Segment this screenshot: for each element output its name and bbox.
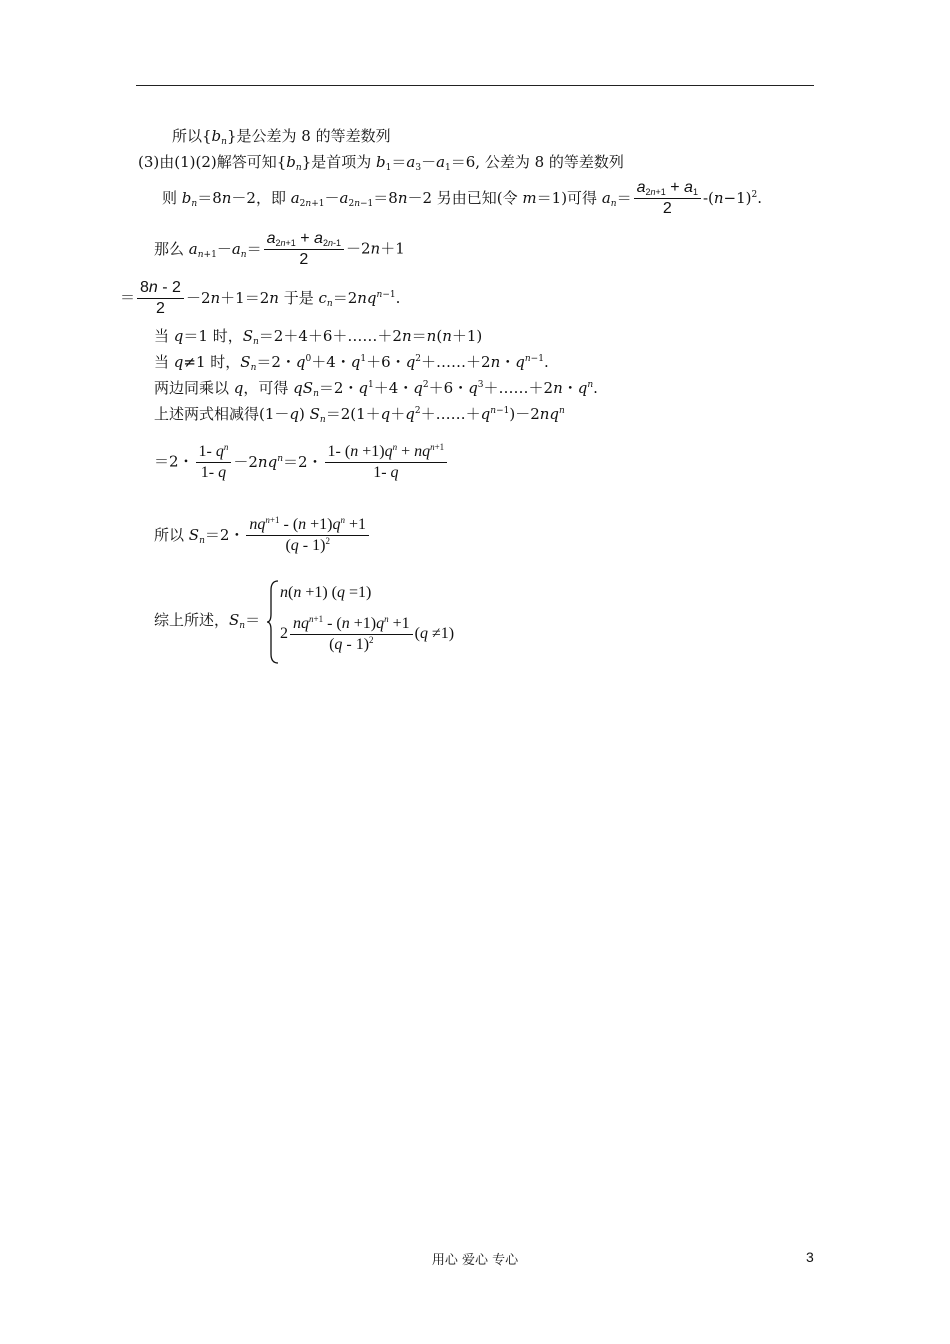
fraction-numerator: $nq^{n+1} - (n +1)q^n +1$	[246, 515, 369, 536]
text-line-6: 当 q＝1 时，$S_n=2+4+6+\dots\dots+2n=n(n+1)$	[154, 327, 483, 347]
fraction-numerator: $a_{2n+1} + a_1$	[634, 178, 701, 199]
line10-text: ＝2・	[154, 452, 194, 471]
fraction-denominator: 2	[299, 251, 309, 268]
text-line-9: 上述两式相减得(1－q) $S_n=2(1+q+q^2+\dots\dots+q^{n-1})-2nq^n$	[154, 405, 565, 425]
fraction-denominator: 1- q	[373, 464, 399, 481]
fraction-numerator: $a_{2n+1} + a_{2n-1}$	[264, 229, 344, 250]
text-line-2: (3)由(1)(2)解答可知$\{b_n\}$是首项为 $b_1=a_3-a_1=6$, 公差为 8 的等差数列	[138, 153, 624, 173]
fraction-sn	[246, 515, 369, 556]
fraction-numerator: $nq^{n+1} - (n +1)q^n +1$	[290, 614, 413, 635]
footer-motto: 用心 爱心 专心	[431, 1253, 519, 1268]
fraction-case2	[290, 614, 413, 655]
text-line-8: 两边同乘以 q，可得 $qS_n=2$・$q^1+4$・$q^2+6$・$q^3+\dots\dots+2n$・$q^n$.	[154, 379, 598, 399]
fraction-geometric	[196, 442, 232, 483]
case2-coefficient: 2	[280, 625, 288, 643]
line3-text: 则 $b_n=8n-2$，即 $a_{2n+1}-a_{2n-1}=8n-2$ 另由已知(令 m＝1)可得 $a_n=$	[162, 188, 632, 209]
fraction-combined	[325, 442, 448, 483]
text-line-3	[162, 178, 762, 219]
text-line-5	[120, 278, 400, 319]
fraction-denominator: (q - 1)$^2$	[285, 536, 330, 554]
text-line-1: 所以$\{b_n\}$是公差为 8 的等差数列	[172, 127, 391, 147]
fraction-denominator: (q - 1)$^2$	[329, 635, 374, 653]
page-number: 3	[806, 1249, 814, 1265]
header-rule	[136, 85, 814, 86]
text-line-7: 当 q≠1 时，$S_n=2$・$q^0+4$・$q^1+6$・$q^2+\dots\dots+2n$・$q^{n-1}$.	[154, 353, 549, 373]
fraction-denominator: 2	[156, 300, 165, 317]
line10-mid: $-2nq^n=2$・	[233, 452, 323, 471]
text-line-11	[154, 515, 371, 556]
fraction-numerator: 8n - 2	[137, 278, 184, 299]
case-2	[280, 614, 454, 655]
fraction-diff	[264, 229, 344, 270]
fraction-numerator: 1- $q^n$	[196, 442, 232, 463]
case-brace	[266, 580, 280, 664]
fraction-denominator: 1- q	[200, 464, 227, 481]
line5-tail: －2n＋1＝2n 于是 $c_n=2nq^{n-1}$.	[185, 288, 401, 309]
text-line-12: 综上所述，$S_n=$	[154, 611, 261, 631]
fraction-8n	[137, 278, 184, 319]
fraction-denominator: 2	[662, 200, 672, 217]
line4-tail: －2n＋1	[345, 239, 405, 258]
text-line-4	[154, 229, 405, 270]
case-1: n(n +1) (q =1)	[280, 584, 372, 601]
line11-text: 所以 $S_n=2$・	[154, 525, 245, 546]
line3-tail: $-(n-1)^2$.	[702, 188, 763, 207]
fraction-numerator: 1- $(n +1)q^n + nq^{n+1}$	[325, 442, 448, 463]
case2-condition: (q ≠1)	[414, 625, 455, 643]
fraction-a-avg	[634, 178, 701, 219]
line4-text: 那么 $a_{n+1}-a_n=$	[154, 239, 262, 260]
text-line-10	[154, 442, 449, 483]
line5-text: ＝	[120, 288, 136, 307]
